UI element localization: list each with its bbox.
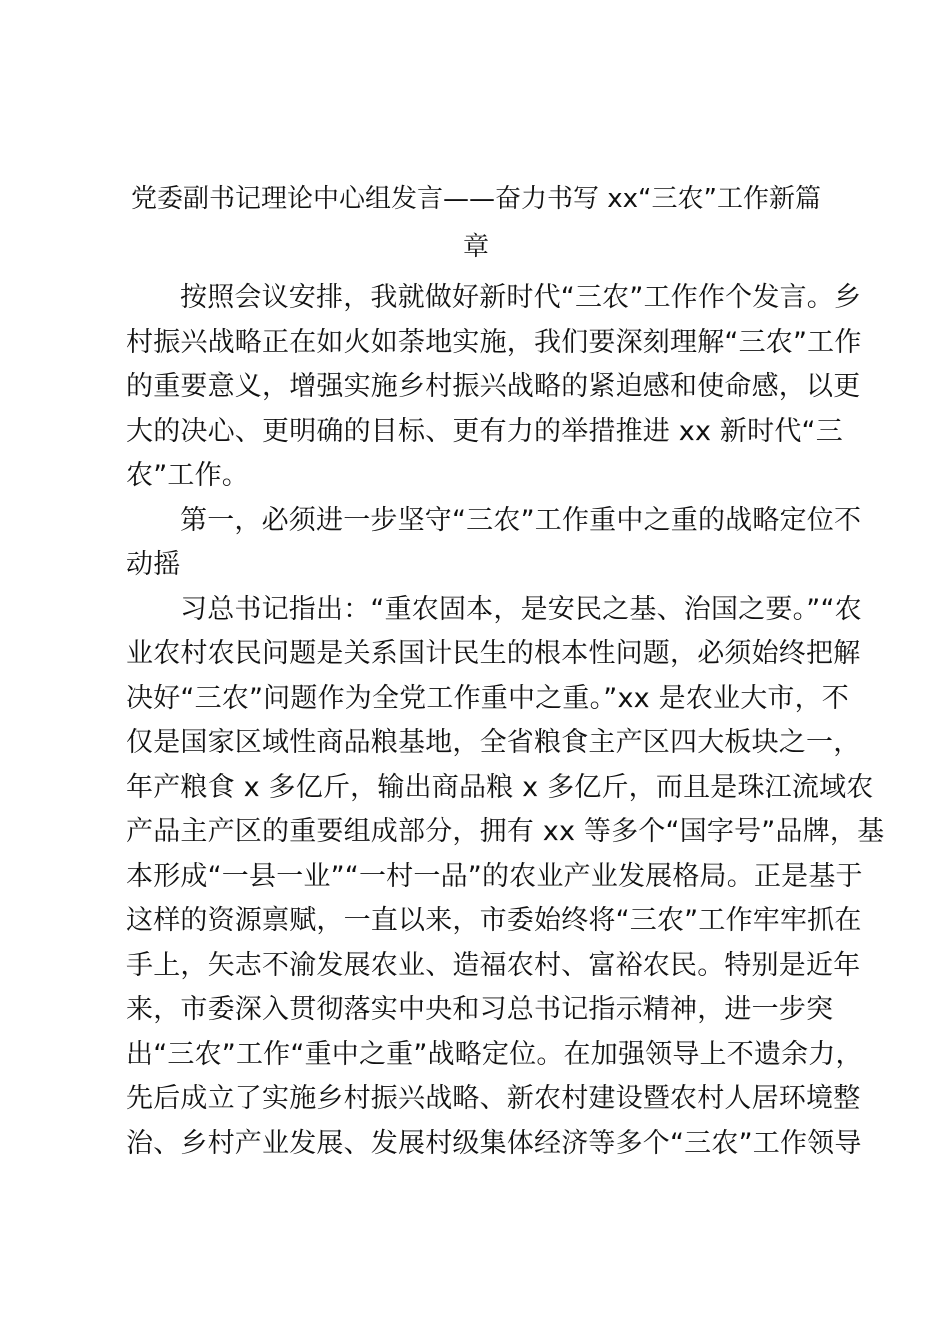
paragraph-line: 按照会议安排，我就做好新时代“三农”工作作个发言。乡	[180, 282, 862, 313]
document-title-line-2: 章	[462, 232, 489, 262]
paragraph-line: 的重要意义，增强实施乡村振兴战略的紧迫感和使命感，以更	[126, 371, 861, 402]
paragraph-line: 村振兴战略正在如火如荼地实施，我们要深刻理解“三农”工作	[126, 327, 862, 358]
paragraph-line: 大的决心、更明确的目标、更有力的举措推进 xx 新时代“三	[126, 416, 843, 447]
document-title-line-1: 党委副书记理论中心组发言——奋力书写 xx“三农”工作新篇	[131, 184, 821, 214]
paragraph-line: 这样的资源禀赋，一直以来，市委始终将“三农”工作牢牢抓在	[126, 905, 862, 936]
paragraph-line: 先后成立了实施乡村振兴战略、新农村建设暨农村人居环境整	[126, 1083, 861, 1114]
paragraph-line: 农”工作。	[126, 460, 249, 491]
paragraph-line: 来，市委深入贯彻落实中央和习总书记指示精神，进一步突	[126, 994, 834, 1025]
paragraph-line: 出“三农”工作“重中之重”战略定位。在加强领导上不遗余力，	[126, 1039, 863, 1070]
section-heading-line: 动摇	[126, 549, 181, 580]
paragraph-line: 仅是国家区域性商品粮基地，全省粮食主产区四大板块之一，	[126, 727, 861, 758]
paragraph-line: 习总书记指出：“重农固本，是安民之基、治国之要。”“农	[180, 594, 862, 625]
paragraph-line: 治、乡村产业发展、发展村级集体经济等多个“三农”工作领导	[126, 1128, 862, 1159]
paragraph-line: 产品主产区的重要组成部分，拥有 xx 等多个“国字号”品牌，基	[126, 816, 885, 847]
paragraph-line: 业农村农民问题是关系国计民生的根本性问题，必须始终把解	[126, 638, 861, 669]
paragraph-line: 手上，矢志不渝发展农业、造福农村、富裕农民。特别是近年	[126, 950, 861, 981]
section-heading-line: 第一，必须进一步坚守“三农”工作重中之重的战略定位不	[180, 505, 862, 536]
paragraph-line: 决好“三农”问题作为全党工作重中之重。”xx 是农业大市，不	[126, 683, 850, 714]
paragraph-line: 年产粮食 x 多亿斤，输出商品粮 x 多亿斤，而且是珠江流域农	[126, 772, 874, 803]
paragraph-line: 本形成“一县一业”“一村一品”的农业产业发展格局。正是基于	[126, 861, 863, 892]
